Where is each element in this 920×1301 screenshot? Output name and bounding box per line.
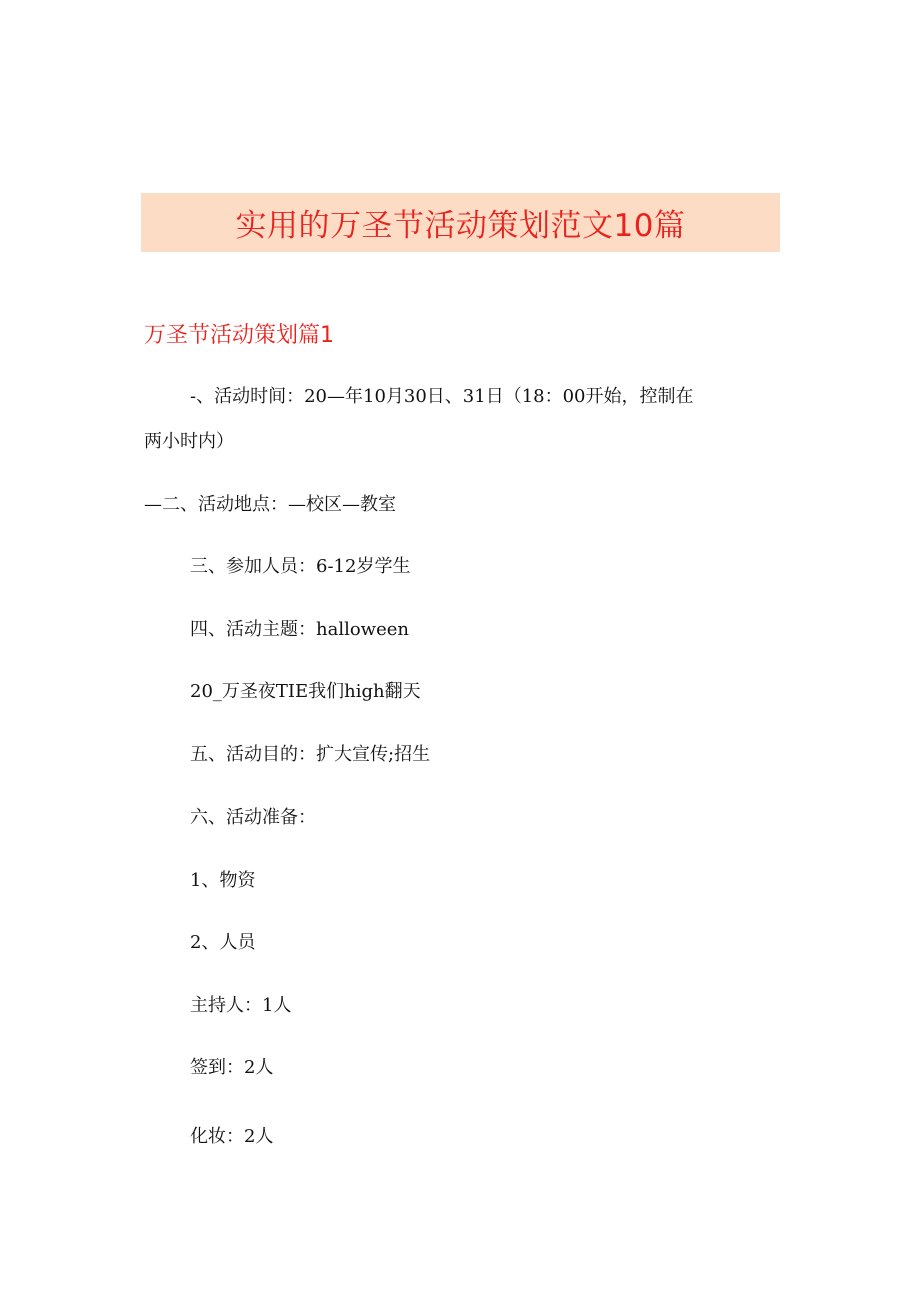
paragraph-purpose: 五、活动目的：扩大宣传;招生 — [190, 744, 431, 765]
title-banner — [141, 193, 780, 252]
paragraph-activity-location: —二、活动地点：—校区—教室 — [144, 494, 396, 515]
section-heading: 万圣节活动策划篇1 — [144, 323, 334, 348]
list-item-staff: 2、人员 — [190, 932, 256, 953]
staff-makeup: 化妆：2人 — [190, 1126, 274, 1147]
paragraph-preparation: 六、活动准备： — [190, 807, 316, 828]
paragraph-theme-slogan: 20_万圣夜TIE我们high翻天 — [190, 681, 421, 702]
paragraph-activity-time: -、活动时间：20—年10月30日、31日（18：00开始，控制在 — [190, 386, 694, 407]
paragraph-theme: 四、活动主题：halloween — [190, 619, 409, 640]
staff-sign-in: 签到：2人 — [190, 1057, 274, 1078]
list-item-materials: 1、物资 — [190, 870, 256, 891]
paragraph-participants: 三、参加人员：6-12岁学生 — [190, 556, 411, 577]
paragraph-activity-time-cont: 两小时内） — [144, 431, 234, 452]
staff-host: 主持人：1人 — [190, 995, 292, 1016]
document-title: 实用的万圣节活动策划范文10篇 — [235, 208, 686, 244]
